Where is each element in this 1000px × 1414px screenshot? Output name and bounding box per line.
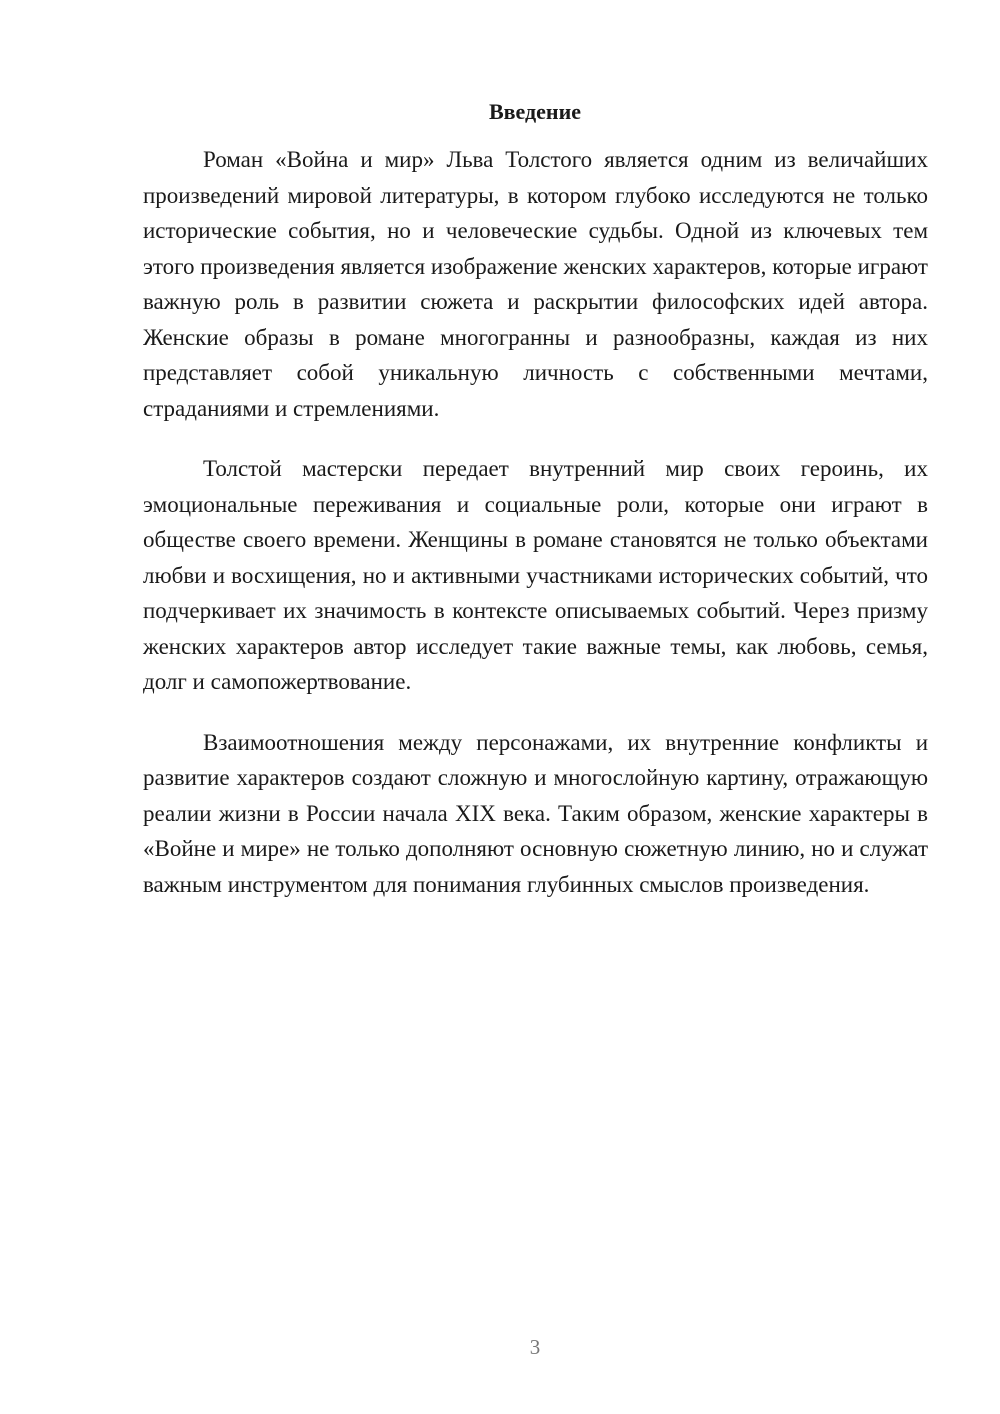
paragraph-3: Взаимоотношения между персонажами, их внутренние конфликты и развитие характеров создают сложную и многослойную картину, отражающую реалии жизни в России начала XIX века. Таким образом, женские характеры в «Войне и мире» не только дополняют основную сюжетную линию, но и служат важным инструментом для понимания глубинных смыслов произведения. [143,729,928,897]
page-number: 3 [529,1335,541,1359]
section-heading: Введение [488,99,582,124]
body-text [143,142,928,927]
paragraph-2: Толстой мастерски передает внутренний мир своих героинь, их эмоциональные переживания и социальные роли, которые они играют в обществе своего времени. Женщины в романе становятся не только объектами любви и восхищения, но и активными участниками исторических событий, что подчеркивает их значимость в контексте описываемых событий. Через призму женских характеров автор исследует такие важные темы, как любовь, семья, долг и самопожертвование. [143,456,928,694]
paragraph-1: Роман «Война и мир» Льва Толстого является одним из величайших произведений мировой литературы, в котором глубоко исследуются не только исторические события, но и человеческие судьбы. Одной из ключевых тем этого произведения является изображение женских характеров, которые играют важную роль в развитии сюжета и раскрытии философских идей автора. Женские образы в романе многогранны и разнообразны, каждая из них представляет собой уникальную личность с собственными мечтами, страданиями и стремлениями. [143,147,928,421]
